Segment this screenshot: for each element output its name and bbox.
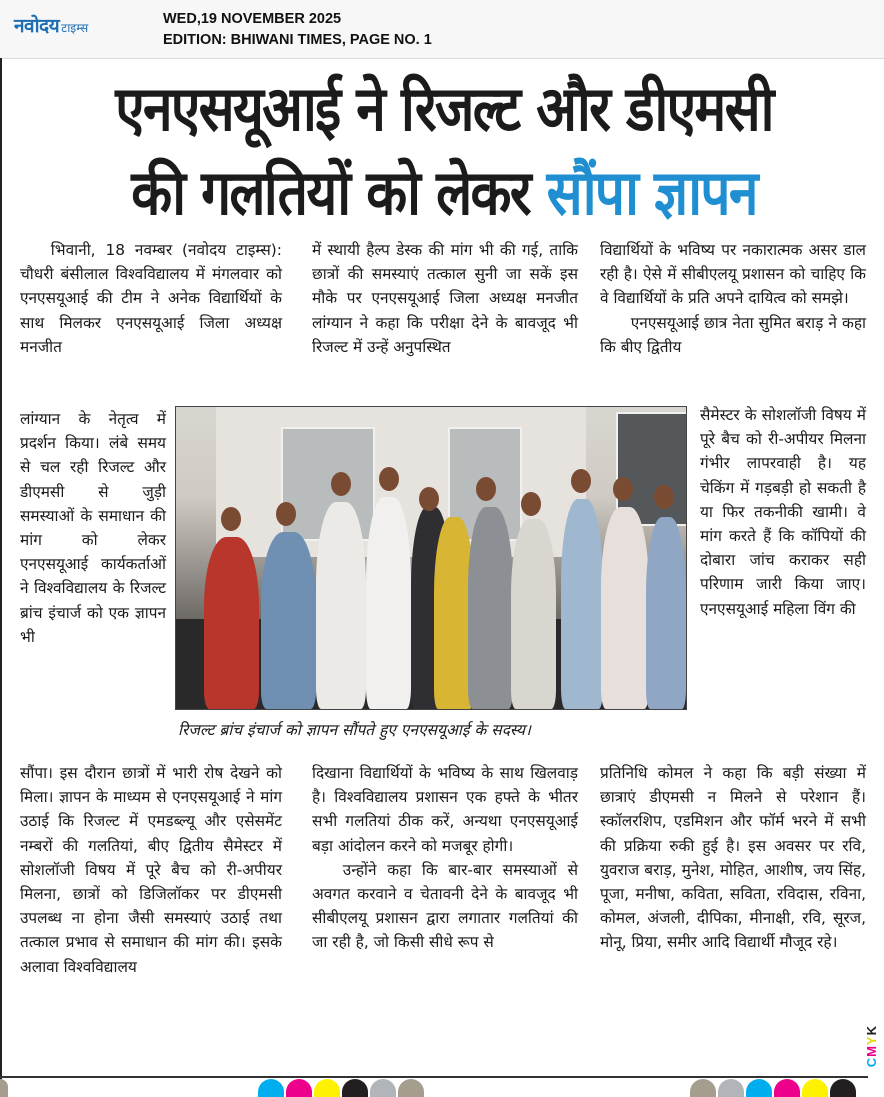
cmyk-m: M — [864, 1045, 879, 1057]
article-paragraph: लांग्यान के नेतृत्व में प्रदर्शन किया। लंबे समय से चल रही रिजल्ट और डीएमसी से जुड़ी समस्याओं के समाधान की मांग को लेकर एनएसयूआई कार्यकर्ताओं ने विश्वविद्यालय के रिजल्ट ब्रांच इंचार्ज को एक ज्ञापन भी — [20, 410, 166, 646]
color-swatch — [802, 1079, 828, 1097]
photo-person — [561, 499, 603, 709]
color-swatch — [286, 1079, 312, 1097]
color-swatch — [258, 1079, 284, 1097]
photo-head — [419, 487, 439, 511]
color-swatch — [342, 1079, 368, 1097]
photo-head — [379, 467, 399, 491]
edition-info — [163, 9, 432, 51]
article-paragraph: दिखाना विद्यार्थियों के भविष्य के साथ खिलवाड़ है। विश्वविद्यालय प्रशासन एक हफ्ते के भीतर सभी गलतियां ठीक करें, अन्यथा एनएसयूआई बड़ा आंदोलन करने को मजबूर होगी। — [312, 764, 578, 855]
column-2-bottom — [312, 761, 578, 955]
column-2-top — [312, 238, 578, 359]
cmyk-y: Y — [864, 1035, 879, 1046]
photo-person — [511, 519, 556, 709]
photo-head — [276, 502, 296, 526]
photo-head — [571, 469, 591, 493]
edition-header — [0, 0, 884, 59]
photo-head — [521, 492, 541, 516]
article-paragraph: एनएसयूआई छात्र नेता सुमित बराड़ ने कहा कि बीए द्वितीय — [600, 313, 866, 356]
logo-sub-text: टाइम्स — [61, 21, 89, 35]
photo-person — [316, 502, 366, 709]
article-paragraph: सौंपा। इस दौरान छात्रों में भारी रोष देखने को मिला। ज्ञापन के माध्यम से एनएसयूआई ने मांग उठाई कि रिजल्ट में एमडब्ल्यू और एसेसमेंट नम्बरों की गलतियां, बीए द्वितीय सैमेस्टर में सोशलॉजी विषय में पूरे बैच को री-अपीयर मिलना, छात्रों को डिजिलॉकर पर डीएमसी उपलब्ध ना होना जैसी समस्याएं उठाई तथा तत्काल प्रभाव से समाधान की मांग की। इसके अलावा विश्वविद्यालय — [20, 764, 282, 976]
color-swatch — [830, 1079, 856, 1097]
photo-person — [366, 497, 411, 709]
color-swatch — [774, 1079, 800, 1097]
color-swatches-right — [690, 1079, 856, 1097]
photo-head — [476, 477, 496, 501]
article-paragraph: में स्थायी हैल्प डेस्क की मांग भी की गई, ताकि छात्रों की समस्याएं तत्काल सुनी जा सकें इस मौके पर एनएसयूआई जिला अध्यक्ष मनजीत लांग्यान ने कहा कि परीक्षा देने के बावजूद भी रिजल्ट में उन्हें अनुपस्थित — [312, 241, 578, 356]
article-paragraph: विद्यार्थियों के भविष्य पर नकारात्मक असर डाल रही है। ऐसे में सीबीएलयू प्रशासन को चाहिए कि वे विद्यार्थियों के प्रति अपने दायित्व को समझे। — [600, 241, 866, 308]
photo-head — [654, 485, 674, 509]
color-swatch — [746, 1079, 772, 1097]
color-swatch — [370, 1079, 396, 1097]
color-swatch — [314, 1079, 340, 1097]
color-swatch — [398, 1079, 424, 1097]
photo-person — [204, 537, 259, 709]
photo-caption: रिजल्ट ब्रांच इंचार्ज को ज्ञापन सौंपते हुए एनएसयूआई के सदस्य। — [178, 721, 531, 739]
color-swatch — [718, 1079, 744, 1097]
article-paragraph: प्रतिनिधि कोमल ने कहा कि बड़ी संख्या में छात्राएं डीएमसी न मिलने से परेशान हैं।स्कॉलरशिप, एडमिशन और फॉर्म भरने में सभी की प्रक्रिया रुकी हुई है। इस अवसर पर रवि, युवराज बराड़, मुनेश, मोहित, आशीष, जय सिंह, पूजा, मनीषा, कविता, सविता, रविदास, रविना, कोमल, अंजली, दीपिका, मीनाक्षी, रवि, सूरज, मोनू, प्रिया, समीर आदि विद्यार्थी मौजूद रहे। — [600, 764, 866, 952]
cmyk-k: K — [864, 1025, 879, 1036]
column-3-bottom — [600, 761, 866, 955]
photo-head — [221, 507, 241, 531]
edition-name: EDITION: BHIWANI TIMES, PAGE NO. 1 — [163, 32, 432, 48]
photo-head — [331, 472, 351, 496]
column-1-bottom — [20, 761, 282, 979]
headline-line-1: एनएसयूआई ने रिजल्ट और डीएमसी — [115, 72, 773, 145]
headline-main-part: की गलतियों को लेकर — [131, 156, 547, 229]
photo-head — [613, 477, 633, 501]
article-paragraph: भिवानी, 18 नवम्बर (नवोदय टाइम्स): चौधरी बंसीलाल विश्वविद्यालय में मंगलवार को एनएसयूआई की टीम ने अनेक विद्यार्थियों के साथ मिलकर एनएसयूआई जिला अध्यक्ष मनजीत — [20, 241, 282, 356]
column-3-narrow — [700, 403, 866, 621]
article-paragraph: उन्होंने कहा कि बार-बार समस्याओं से अवगत करवाने व चेतावनी देने के बावजूद भी सीबीएलयू प्रशासन द्वारा लगातार गलतियां की जा रही है, जो किसी सीधे रूप से — [312, 860, 578, 952]
logo-main-text: नवोदय — [14, 15, 60, 37]
cmyk-print-mark — [864, 1025, 878, 1067]
photo-person — [601, 507, 649, 709]
color-swatches-left — [0, 1079, 8, 1097]
cmyk-c: C — [864, 1056, 879, 1068]
headline-line-2 — [64, 156, 824, 230]
photo-person — [261, 532, 316, 709]
column-3-top — [600, 238, 866, 359]
photo-person — [646, 517, 686, 709]
article-paragraph: सैमेस्टर के सोशलॉजी विषय में पूरे बैच को री-अपीयर मिलना गंभीर लापरवाही है। यह चेकिंग में गड़बड़ी हो सकती है या फिर तकनीकी खामी। वे मांग करते हैं कि कॉपियों की दोबारा जांच कराकर सही परिणाम जारी किया जाए। एनएसयूआई महिला विंग की — [700, 406, 866, 618]
color-swatch — [0, 1079, 8, 1097]
column-1-narrow — [20, 407, 166, 649]
bottom-rule — [0, 1076, 868, 1078]
newspaper-logo — [14, 12, 88, 38]
column-1-top — [20, 238, 282, 359]
color-swatches-center — [258, 1079, 424, 1097]
color-swatch — [690, 1079, 716, 1097]
headline-accent-part: सौंपा ज्ञापन — [546, 156, 757, 229]
edition-date: WED,19 NOVEMBER 2025 — [163, 11, 342, 27]
news-photo-students-group — [175, 406, 687, 710]
photo-person — [468, 507, 513, 709]
